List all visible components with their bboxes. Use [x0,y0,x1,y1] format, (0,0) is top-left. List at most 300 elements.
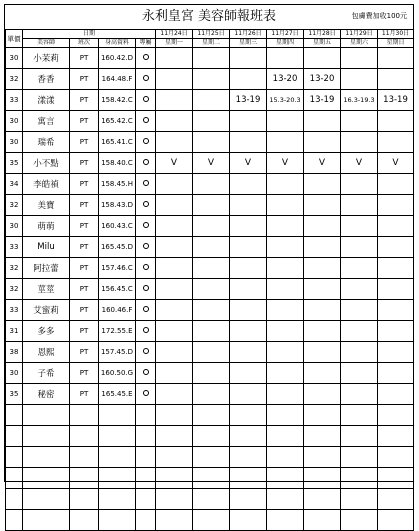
cell-shift: 13-19 [230,90,267,111]
cell-shift [230,258,267,279]
cell-phone: 164.48.F [99,69,136,90]
table-row [6,342,414,363]
cell-shift [156,90,193,111]
cell-shift [230,321,267,342]
cell-name: 阿拉蕾 [23,258,70,279]
cell-phone: 160.46.F [99,300,136,321]
cell-ban: 33 [6,300,23,321]
cell-shift [341,111,378,132]
cell-shift [193,237,230,258]
cell-shift: V [156,153,193,174]
cell-shift [341,195,378,216]
cell-shift [230,111,267,132]
empty-cell [193,426,230,447]
cell-shift [193,195,230,216]
cell-ban: 35 [6,384,23,405]
cell-shift [378,132,414,153]
cell-shift [156,237,193,258]
circle-mark-icon [143,348,149,354]
cell-shift [341,300,378,321]
cell-class: PT [70,111,99,132]
empty-cell [230,447,267,468]
circle-mark-icon [143,54,149,60]
cell-class: PT [70,132,99,153]
empty-cell [230,489,267,510]
cell-class: PT [70,258,99,279]
circle-mark-icon [143,138,149,144]
cell-special [136,48,156,69]
circle-mark-icon [143,180,149,186]
table-row [6,258,414,279]
cell-shift [193,48,230,69]
cell-shift: 16.3-19.3 [341,90,378,111]
empty-cell [304,468,341,489]
cell-phone: 165.45.E [99,384,136,405]
cell-phone: 158.42.C [99,90,136,111]
circle-mark-icon [143,201,149,207]
empty-cell [304,426,341,447]
cell-class: PT [70,342,99,363]
empty-cell [23,405,70,426]
cell-special [136,342,156,363]
cell-shift [304,384,341,405]
cell-shift [341,363,378,384]
cell-special [136,363,156,384]
empty-cell [23,426,70,447]
cell-shift [378,258,414,279]
cell-class: PT [70,237,99,258]
cell-shift [156,195,193,216]
empty-cell [6,468,23,489]
empty-cell [6,405,23,426]
empty-cell [267,426,304,447]
empty-cell [304,510,341,531]
cell-shift [267,258,304,279]
empty-cell [6,426,23,447]
empty-cell [304,405,341,426]
cell-shift [267,279,304,300]
cell-name: 瑞希 [23,132,70,153]
cell-phone: 156.45.C [99,279,136,300]
cell-shift [193,174,230,195]
empty-cell [99,405,136,426]
cell-shift [156,69,193,90]
cell-shift: 13-20 [267,69,304,90]
cell-shift [156,48,193,69]
schedule-rows [6,48,414,531]
cell-shift [341,132,378,153]
cell-phone: 165.41.C [99,132,136,153]
cell-name: 萌萌 [23,216,70,237]
empty-cell [70,426,99,447]
cell-shift [193,258,230,279]
cell-shift [341,342,378,363]
cell-shift [304,111,341,132]
empty-cell [378,426,414,447]
circle-mark-icon [143,96,149,102]
cell-shift [267,48,304,69]
cell-shift [341,216,378,237]
cell-shift [267,384,304,405]
cell-shift [156,111,193,132]
table-row [6,300,414,321]
cell-shift [378,216,414,237]
cell-special [136,69,156,90]
empty-cell [6,447,23,468]
circle-mark-icon [143,159,149,165]
empty-cell [304,489,341,510]
cell-shift: V [378,153,414,174]
cell-special [136,111,156,132]
empty-cell [136,489,156,510]
cell-shift [341,174,378,195]
empty-cell [378,405,414,426]
cell-shift [304,321,341,342]
cell-special [136,258,156,279]
cell-shift [230,174,267,195]
cell-ban: 38 [6,342,23,363]
cell-ban: 35 [6,153,23,174]
circle-mark-icon [143,306,149,312]
cell-shift [304,174,341,195]
cell-shift [230,69,267,90]
empty-cell [6,510,23,531]
header-ban: 單價 [6,30,23,48]
cell-shift [341,48,378,69]
cell-shift [304,195,341,216]
empty-cell [378,468,414,489]
empty-cell [156,405,193,426]
cell-name: 艾蜜莉 [23,300,70,321]
header-date: 11月26日 [230,30,267,39]
cell-shift [267,195,304,216]
cell-special [136,216,156,237]
cell-special [136,279,156,300]
cell-shift [267,342,304,363]
cell-shift [304,342,341,363]
cell-phone: 158.40.C [99,153,136,174]
cell-shift [230,237,267,258]
header-date: 11月27日 [267,30,304,39]
empty-cell [378,447,414,468]
schedule-sheet [4,4,414,482]
empty-cell [341,426,378,447]
header-class: 班次 [70,39,99,48]
empty-cell [99,510,136,531]
cell-shift [230,216,267,237]
cell-shift [378,69,414,90]
circle-mark-icon [143,390,149,396]
cell-shift [230,132,267,153]
cell-shift [193,216,230,237]
circle-mark-icon [143,285,149,291]
cell-shift [156,132,193,153]
empty-cell [304,447,341,468]
empty-cell [99,468,136,489]
cell-class: PT [70,69,99,90]
empty-cell [70,468,99,489]
cell-shift [304,48,341,69]
cell-name: 莖莖 [23,279,70,300]
cell-shift [304,258,341,279]
cell-special [136,153,156,174]
table-row [6,132,414,153]
cell-shift [267,174,304,195]
table-row [6,69,414,90]
cell-shift: 15.3-20.3 [267,90,304,111]
cell-shift [341,384,378,405]
cell-shift: 13-20 [304,69,341,90]
cell-shift [193,111,230,132]
cell-shift [378,111,414,132]
header-date: 11月29日 [341,30,378,39]
cell-name: 多多 [23,321,70,342]
cell-shift [378,195,414,216]
cell-shift [304,279,341,300]
cell-shift [156,258,193,279]
cell-shift [193,384,230,405]
empty-cell [193,405,230,426]
cell-name: Milu [23,237,70,258]
empty-cell [23,510,70,531]
cell-shift [267,300,304,321]
empty-cell [193,468,230,489]
circle-mark-icon [143,222,149,228]
header-weekday: 星期日 [378,39,414,48]
cell-special [136,174,156,195]
cell-phone: 160.42.D [99,48,136,69]
empty-cell [70,405,99,426]
header-date-label: 日期 [23,30,156,39]
cell-special [136,132,156,153]
cell-ban: 30 [6,48,23,69]
cell-name: 李皓禎 [23,174,70,195]
cell-name: 美寶 [23,195,70,216]
table-row [6,153,414,174]
header-phone: 身高資料 [99,39,136,48]
cell-ban: 31 [6,321,23,342]
cell-class: PT [70,363,99,384]
cell-shift [378,48,414,69]
cell-shift: V [304,153,341,174]
cell-shift [156,342,193,363]
cell-class: PT [70,384,99,405]
empty-cell [99,447,136,468]
cell-shift [341,279,378,300]
cell-shift [156,321,193,342]
empty-cell [230,405,267,426]
empty-cell [193,447,230,468]
empty-row [6,489,414,510]
cell-shift: 13-19 [304,90,341,111]
cell-shift [156,363,193,384]
cell-special [136,195,156,216]
cell-shift: V [267,153,304,174]
empty-row [6,405,414,426]
cell-ban: 32 [6,279,23,300]
empty-row [6,447,414,468]
cell-name: 秘密 [23,384,70,405]
cell-shift: 13-19 [378,90,414,111]
circle-mark-icon [143,75,149,81]
cell-shift [230,363,267,384]
cell-ban: 30 [6,111,23,132]
empty-cell [230,468,267,489]
cell-shift: V [341,153,378,174]
empty-cell [136,405,156,426]
cell-phone: 165.45.D [99,237,136,258]
table-row [6,363,414,384]
header-weekday: 星期六 [341,39,378,48]
cell-special [136,90,156,111]
cell-shift [156,300,193,321]
empty-cell [136,447,156,468]
table-row [6,384,414,405]
schedule-table [5,29,414,531]
cell-class: PT [70,90,99,111]
cell-shift [378,300,414,321]
cell-shift: V [193,153,230,174]
cell-shift [304,216,341,237]
cell-shift [378,384,414,405]
cell-ban: 32 [6,69,23,90]
cell-shift [304,237,341,258]
cell-phone: 158.43.D [99,195,136,216]
empty-cell [267,447,304,468]
header-name: 美容師 [23,39,70,48]
cell-shift [230,195,267,216]
cell-shift [378,237,414,258]
header-weekday: 星期一 [156,39,193,48]
table-row [6,321,414,342]
cell-ban: 34 [6,174,23,195]
cell-phone: 172.55.E [99,321,136,342]
table-row [6,279,414,300]
empty-cell [267,468,304,489]
empty-row [6,510,414,531]
header-date: 11月28日 [304,30,341,39]
cell-shift [378,174,414,195]
cell-phone: 160.50.G [99,363,136,384]
cell-shift [156,279,193,300]
cell-shift [193,69,230,90]
page-title: 永利皇宮 美容師報班表 [141,9,277,24]
empty-cell [267,405,304,426]
cell-shift [378,279,414,300]
price-note: 包膚費加收100元 [351,12,407,20]
cell-phone: 160.43.C [99,216,136,237]
cell-shift [267,216,304,237]
cell-shift [341,237,378,258]
empty-cell [156,510,193,531]
empty-cell [230,426,267,447]
cell-ban: 32 [6,258,23,279]
cell-phone: 165.42.C [99,111,136,132]
cell-phone: 158.45.H [99,174,136,195]
empty-cell [341,405,378,426]
empty-cell [136,510,156,531]
empty-cell [156,426,193,447]
cell-class: PT [70,279,99,300]
table-row [6,111,414,132]
empty-cell [23,468,70,489]
empty-cell [341,468,378,489]
cell-shift [193,279,230,300]
cell-shift [193,342,230,363]
empty-cell [23,447,70,468]
cell-class: PT [70,195,99,216]
circle-mark-icon [143,117,149,123]
circle-mark-icon [143,243,149,249]
cell-shift [304,300,341,321]
cell-class: PT [70,216,99,237]
header-weekday: 星期五 [304,39,341,48]
header-date: 11月30日 [378,30,414,39]
cell-ban: 33 [6,90,23,111]
empty-cell [136,426,156,447]
cell-shift [193,321,230,342]
circle-mark-icon [143,327,149,333]
header-row-labels [6,39,414,48]
header-date: 11月25日 [193,30,230,39]
cell-shift [341,258,378,279]
cell-phone: 157.45.D [99,342,136,363]
circle-mark-icon [143,369,149,375]
cell-shift: V [230,153,267,174]
empty-cell [70,447,99,468]
cell-shift [378,363,414,384]
cell-shift [230,342,267,363]
empty-cell [378,510,414,531]
table-row [6,174,414,195]
cell-ban: 30 [6,363,23,384]
cell-class: PT [70,321,99,342]
empty-cell [99,426,136,447]
header-weekday: 星期四 [267,39,304,48]
empty-cell [193,510,230,531]
header-weekday: 星期三 [230,39,267,48]
cell-ban: 30 [6,216,23,237]
empty-cell [341,447,378,468]
cell-class: PT [70,300,99,321]
cell-class: PT [70,174,99,195]
cell-shift [230,48,267,69]
empty-cell [136,468,156,489]
cell-special [136,321,156,342]
circle-mark-icon [143,264,149,270]
empty-cell [70,489,99,510]
cell-shift [193,90,230,111]
cell-shift [267,132,304,153]
cell-shift [193,363,230,384]
cell-shift [267,321,304,342]
empty-cell [341,510,378,531]
cell-shift [304,132,341,153]
cell-shift [267,111,304,132]
header-weekday: 星期二 [193,39,230,48]
empty-row [6,468,414,489]
cell-name: 小不點 [23,153,70,174]
cell-shift [156,384,193,405]
cell-name: 漾漾 [23,90,70,111]
cell-shift [267,237,304,258]
empty-cell [23,489,70,510]
cell-shift [378,321,414,342]
cell-name: 子希 [23,363,70,384]
cell-shift [156,174,193,195]
cell-shift [267,363,304,384]
cell-ban: 32 [6,195,23,216]
